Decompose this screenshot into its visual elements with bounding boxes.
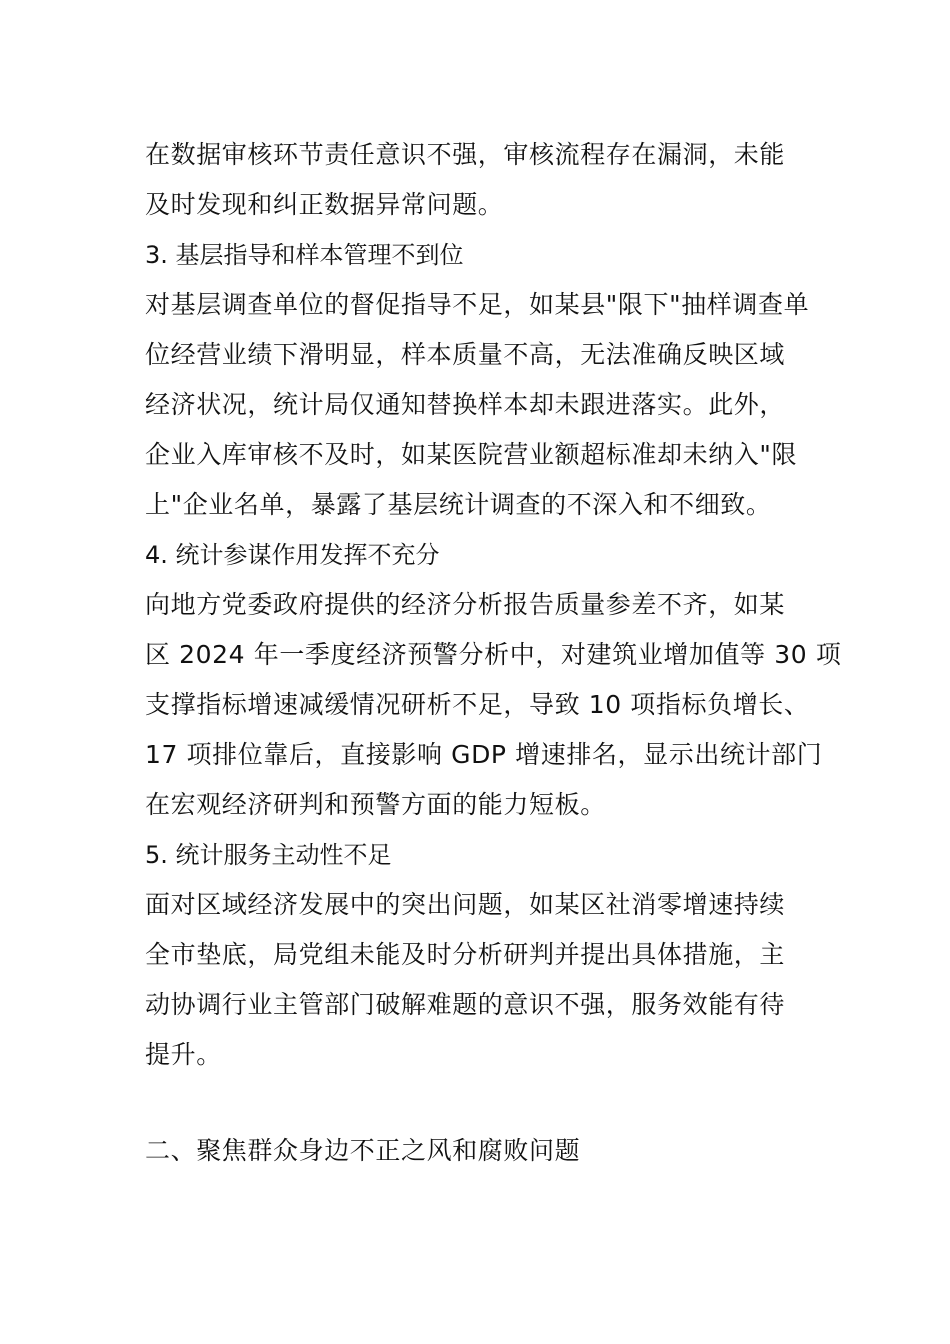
paragraph-line: 17 项排位靠后，直接影响 GDP 增速排名，显示出统计部门 bbox=[145, 740, 823, 769]
paragraph-line: 在宏观经济研判和预警方面的能力短板。 bbox=[145, 790, 606, 819]
document-body bbox=[145, 130, 842, 1176]
paragraph-line: 向地方党委政府提供的经济分析报告质量参差不齐，如某 bbox=[145, 590, 786, 619]
item-heading-4: 4. 统计参谋作用发挥不充分 bbox=[145, 541, 440, 569]
item-heading-3: 3. 基层指导和样本管理不到位 bbox=[145, 241, 464, 269]
item-heading-5: 5. 统计服务主动性不足 bbox=[145, 841, 392, 869]
section-spacer bbox=[145, 1080, 825, 1126]
paragraph-line: 区 2024 年一季度经济预警分析中，对建筑业增加值等 30 项 bbox=[145, 640, 842, 669]
paragraph-line: 经济状况，统计局仅通知替换样本却未跟进落实。此外， bbox=[145, 390, 786, 419]
paragraph-line: 全市垫底，局党组未能及时分析研判并提出具体措施，主 bbox=[145, 940, 786, 969]
paragraph-line: 对基层调查单位的督促指导不足，如某县"限下"抽样调查单 bbox=[145, 290, 810, 319]
paragraph-line: 在数据审核环节责任意识不强，审核流程存在漏洞，未能 bbox=[145, 140, 786, 169]
paragraph-line: 提升。 bbox=[145, 1040, 222, 1069]
paragraph-line: 面对区域经济发展中的突出问题，如某区社消零增速持续 bbox=[145, 890, 786, 919]
paragraph-line: 动协调行业主管部门破解难题的意识不强，服务效能有待 bbox=[145, 990, 786, 1019]
paragraph-line: 位经营业绩下滑明显，样本质量不高，无法准确反映区域 bbox=[145, 340, 786, 369]
section-title-2: 二、聚焦群众身边不正之风和腐败问题 bbox=[145, 1136, 581, 1165]
paragraph-line: 及时发现和纠正数据异常问题。 bbox=[145, 190, 504, 219]
paragraph-line: 企业入库审核不及时，如某医院营业额超标准却未纳入"限 bbox=[145, 440, 798, 469]
paragraph-line: 支撑指标增速减缓情况研析不足，导致 10 项指标负增长、 bbox=[145, 690, 810, 719]
paragraph-line: 上"企业名单，暴露了基层统计调查的不深入和不细致。 bbox=[145, 490, 772, 519]
